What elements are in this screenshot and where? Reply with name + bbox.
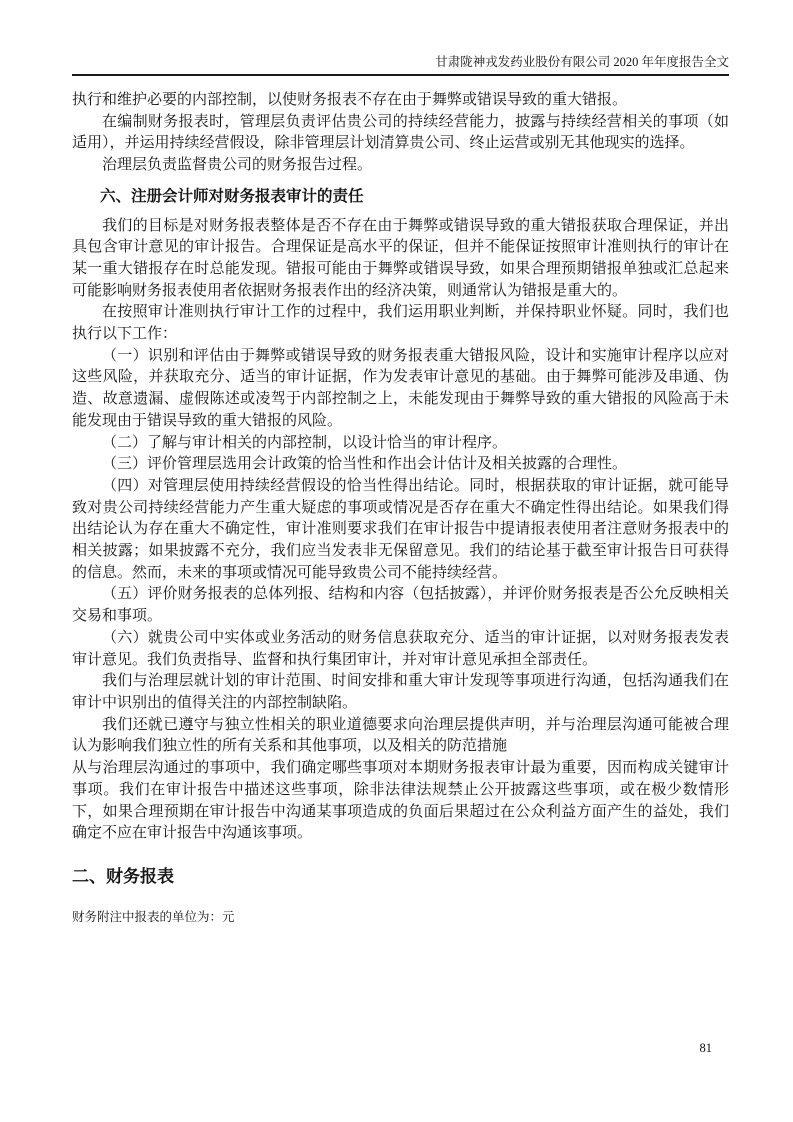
paragraph: 在编制财务报表时，管理层负责评估贵公司的持续经营能力，披露与持续经营相关的事项（如适用），并运用持续经营假设，除非管理层计划清算贵公司、终止运营或别无其他现实的选择。 [72, 113, 729, 152]
paragraph: 我们与治理层就计划的审计范围、时间安排和重大审计发现等事项进行沟通，包括沟通我们在审计中识别出的值得关注的内部控制缺陷。 [72, 673, 729, 711]
paragraph: 我们的目标是对财务报表整体是否不存在由于舞弊或错误导致的重大错报获取合理保证，并出具包含审计意见的审计报告。合理保证是高水平的保证，但并不能保证按照审计准则执行的审计在某一重大错报存在时总能发现。错报可能由于舞弊或错误导致，如果合理预期错报单独或汇总起来可能影响财务报表使用者依据财务报表作出的经济决策，则通常认为错报是重大的。 [72, 217, 729, 299]
unit-note: 财务附注中报表的单位为：元 [72, 909, 235, 924]
header-title: 甘肃陇神戎发药业股份有限公司 2020 年年度报告全文 [435, 55, 729, 69]
paragraph: （一）识别和评估由于舞弊或错误导致的财务报表重大错报风险，设计和实施审计程序以应对这些风险，并获取充分、适当的审计证据，作为发表审计意见的基础。由于舞弊可能涉及串通、伪造、故意遗漏、虚假陈述或凌驾于内部控制之上，未能发现由于舞弊导致的重大错报的风险高于未能发现由于错误导致的重大错报的风险。 [72, 347, 729, 429]
page-header [72, 54, 729, 76]
paragraph: （五）评价财务报表的总体列报、结构和内容（包括披露），并评价财务报表是否公允反映相关交易和事项。 [72, 586, 729, 625]
paragraph: （二）了解与审计相关的内部控制，以设计恰当的审计程序。 [102, 434, 508, 451]
paragraph: 治理层负责监督贵公司的财务报告过程。 [102, 157, 373, 174]
paragraph: （六）就贵公司中实体或业务活动的财务信息获取充分、适当的审计证据，以对财务报表发表审计意见。我们负责指导、监督和执行集团审计，并对审计意见承担全部责任。 [72, 629, 729, 668]
paragraph: 执行和维护必要的内部控制，以使财务报表不存在由于舞弊或错误导致的重大错报。 [72, 92, 628, 108]
paragraph: （四）对管理层使用持续经营假设的恰当性得出结论。同时，根据获取的审计证据，就可能导致对贵公司持续经营能力产生重大疑虑的事项或情况是否存在重大不确定性得出结论。如果我们得出结论认为存在重大不确定性，审计准则要求我们在审计报告中提请报表使用者注意财务报表中的相关披露；如果披露不充分，我们应当发表非无保留意见。我们的结论基于截至审计报告日可获得的信息。然而，未来的事项或情况可能导致贵公司不能持续经营。 [72, 477, 729, 581]
section-heading: 二、财务报表 [72, 866, 174, 886]
document-body [72, 90, 729, 928]
paragraph: 从与治理层沟通过的事项中，我们确定哪些事项对本期财务报表审计最为重要，因而构成关键审计事项。我们在审计报告中描述这些事项，除非法律法规禁止公开披露这些事项，或在极少数情形下，如果合理预期在审计报告中沟通某事项造成的负面后果超过在公众利益方面产生的益处，我们确定不应在审计报告中沟通该事项。 [72, 760, 729, 842]
paragraph: （三）评价管理层选用会计政策的恰当性和作出会计估计及相关披露的合理性。 [102, 456, 628, 473]
page-number: 81 [699, 1041, 712, 1055]
paragraph: 我们还就已遵守与独立性相关的职业道德要求向治理层提供声明，并与治理层沟通可能被合理认为影响我们独立性的所有关系和其他事项，以及相关的防范措施 [72, 716, 729, 755]
section-heading: 六、注册会计师对财务报表审计的责任 [100, 187, 364, 205]
paragraph: 在按照审计准则执行审计工作的过程中，我们运用职业判断，并保持职业怀疑。同时，我们也执行以下工作： [72, 304, 729, 343]
